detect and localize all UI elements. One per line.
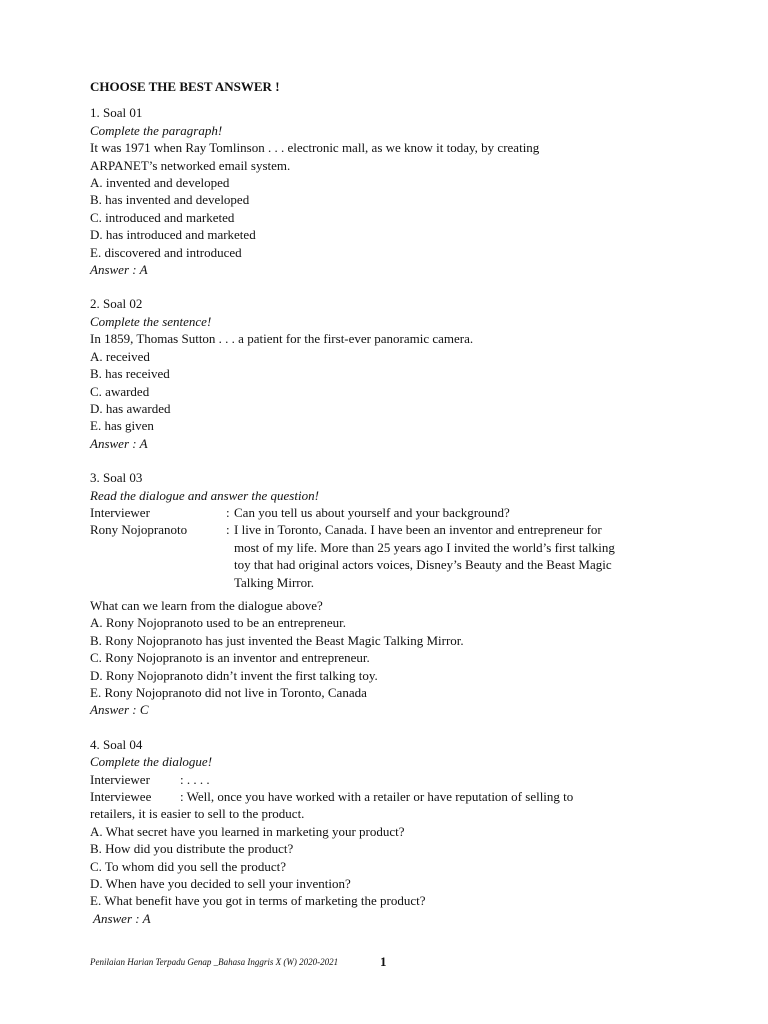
- question-instruction: Complete the paragraph!: [90, 122, 223, 138]
- question-stem: What can we learn from the dialogue above?: [90, 597, 323, 613]
- speaker-name: Rony Nojopranoto: [90, 522, 188, 538]
- page-title: CHOOSE THE BEST ANSWER !: [90, 79, 280, 94]
- option-c: C. awarded: [90, 383, 150, 399]
- answer-key: Answer : A: [90, 262, 148, 278]
- question-3: [90, 469, 690, 719]
- speaker-name: Interviewer: [90, 504, 150, 520]
- question-4: [90, 736, 690, 927]
- option-a: A. Rony Nojopranoto used to be an entrepreneur.: [90, 615, 346, 631]
- question-heading: 3. Soal 03: [90, 470, 143, 486]
- option-e: E. discovered and introduced: [90, 244, 242, 260]
- option-d: D. Rony Nojopranoto didn’t invent the first talking toy.: [90, 667, 378, 683]
- question-heading: 4. Soal 04: [90, 736, 143, 752]
- option-a: A. What secret have you learned in marketing your product?: [90, 823, 405, 839]
- option-e: E. Rony Nojopranoto did not live in Toronto, Canada: [90, 685, 367, 700]
- speaker-text: I live in Toronto, Canada. I have been an inventor and entrepreneur for: [234, 522, 602, 538]
- option-b: B. has invented and developed: [90, 192, 250, 208]
- answer-key: Answer : C: [90, 702, 149, 718]
- page-footer: Penilaian Harian Terpadu Genap _Bahasa Inggris X (W) 2020-2021: [90, 957, 339, 967]
- speaker-text-continued: toy that had original actors voices, Disney’s Beauty and the Beast Magic: [234, 557, 612, 573]
- answer-key: Answer : A: [93, 910, 151, 926]
- dialogue-line: [90, 771, 690, 788]
- page-number: 1: [380, 954, 387, 969]
- option-d: D. has awarded: [90, 400, 171, 416]
- speaker-name: Interviewee: [90, 789, 152, 805]
- dialogue-line: [90, 788, 690, 805]
- question-instruction: Complete the dialogue!: [90, 754, 213, 770]
- speaker-text-continued: retailers, it is easier to sell to the product.: [90, 806, 305, 822]
- speaker-text: Can you tell us about yourself and your background?: [234, 504, 510, 520]
- option-c: C. introduced and marketed: [90, 209, 235, 225]
- question-stem: ARPANET’s networked email system.: [90, 157, 291, 173]
- colon-separator: :: [226, 504, 230, 520]
- question-instruction: Read the dialogue and answer the question!: [90, 487, 319, 503]
- question-instruction: Complete the sentence!: [90, 313, 212, 329]
- option-d: D. When have you decided to sell your invention?: [90, 876, 351, 892]
- answer-key: Answer : A: [90, 435, 148, 451]
- option-c: C. To whom did you sell the product?: [90, 858, 286, 874]
- dialogue-line: [90, 521, 690, 538]
- option-b: B. Rony Nojopranoto has just invented the Beast Magic Talking Mirror.: [90, 632, 464, 648]
- question-heading: 1. Soal 01: [90, 105, 143, 121]
- question-heading: 2. Soal 02: [90, 296, 143, 312]
- document-page: [90, 78, 690, 927]
- colon-separator: :: [226, 522, 230, 538]
- option-b: B. has received: [90, 366, 170, 382]
- option-e: E. has given: [90, 418, 154, 434]
- option-c: C. Rony Nojopranoto is an inventor and entrepreneur.: [90, 650, 370, 666]
- option-b: B. How did you distribute the product?: [90, 841, 294, 857]
- speaker-text-continued: most of my life. More than 25 years ago I invited the world’s first talking: [234, 539, 615, 555]
- speaker-text-continued: Talking Mirror.: [234, 574, 314, 590]
- option-a: A. received: [90, 348, 150, 364]
- speaker-text: : Well, once you have worked with a retailer or have reputation of selling to: [180, 789, 574, 805]
- option-e: E. What benefit have you got in terms of marketing the product?: [90, 893, 426, 909]
- question-stem: It was 1971 when Ray Tomlinson . . . electronic mall, as we know it today, by creating: [90, 140, 540, 156]
- speaker-text: : . . . .: [180, 771, 210, 787]
- question-stem: In 1859, Thomas Sutton . . . a patient for the first-ever panoramic camera.: [90, 331, 474, 347]
- option-d: D. has introduced and marketed: [90, 227, 256, 243]
- question-1: [90, 104, 690, 278]
- speaker-name: Interviewer: [90, 771, 150, 787]
- option-a: A. invented and developed: [90, 175, 230, 191]
- dialogue-line: [90, 504, 690, 521]
- question-2: [90, 295, 690, 452]
